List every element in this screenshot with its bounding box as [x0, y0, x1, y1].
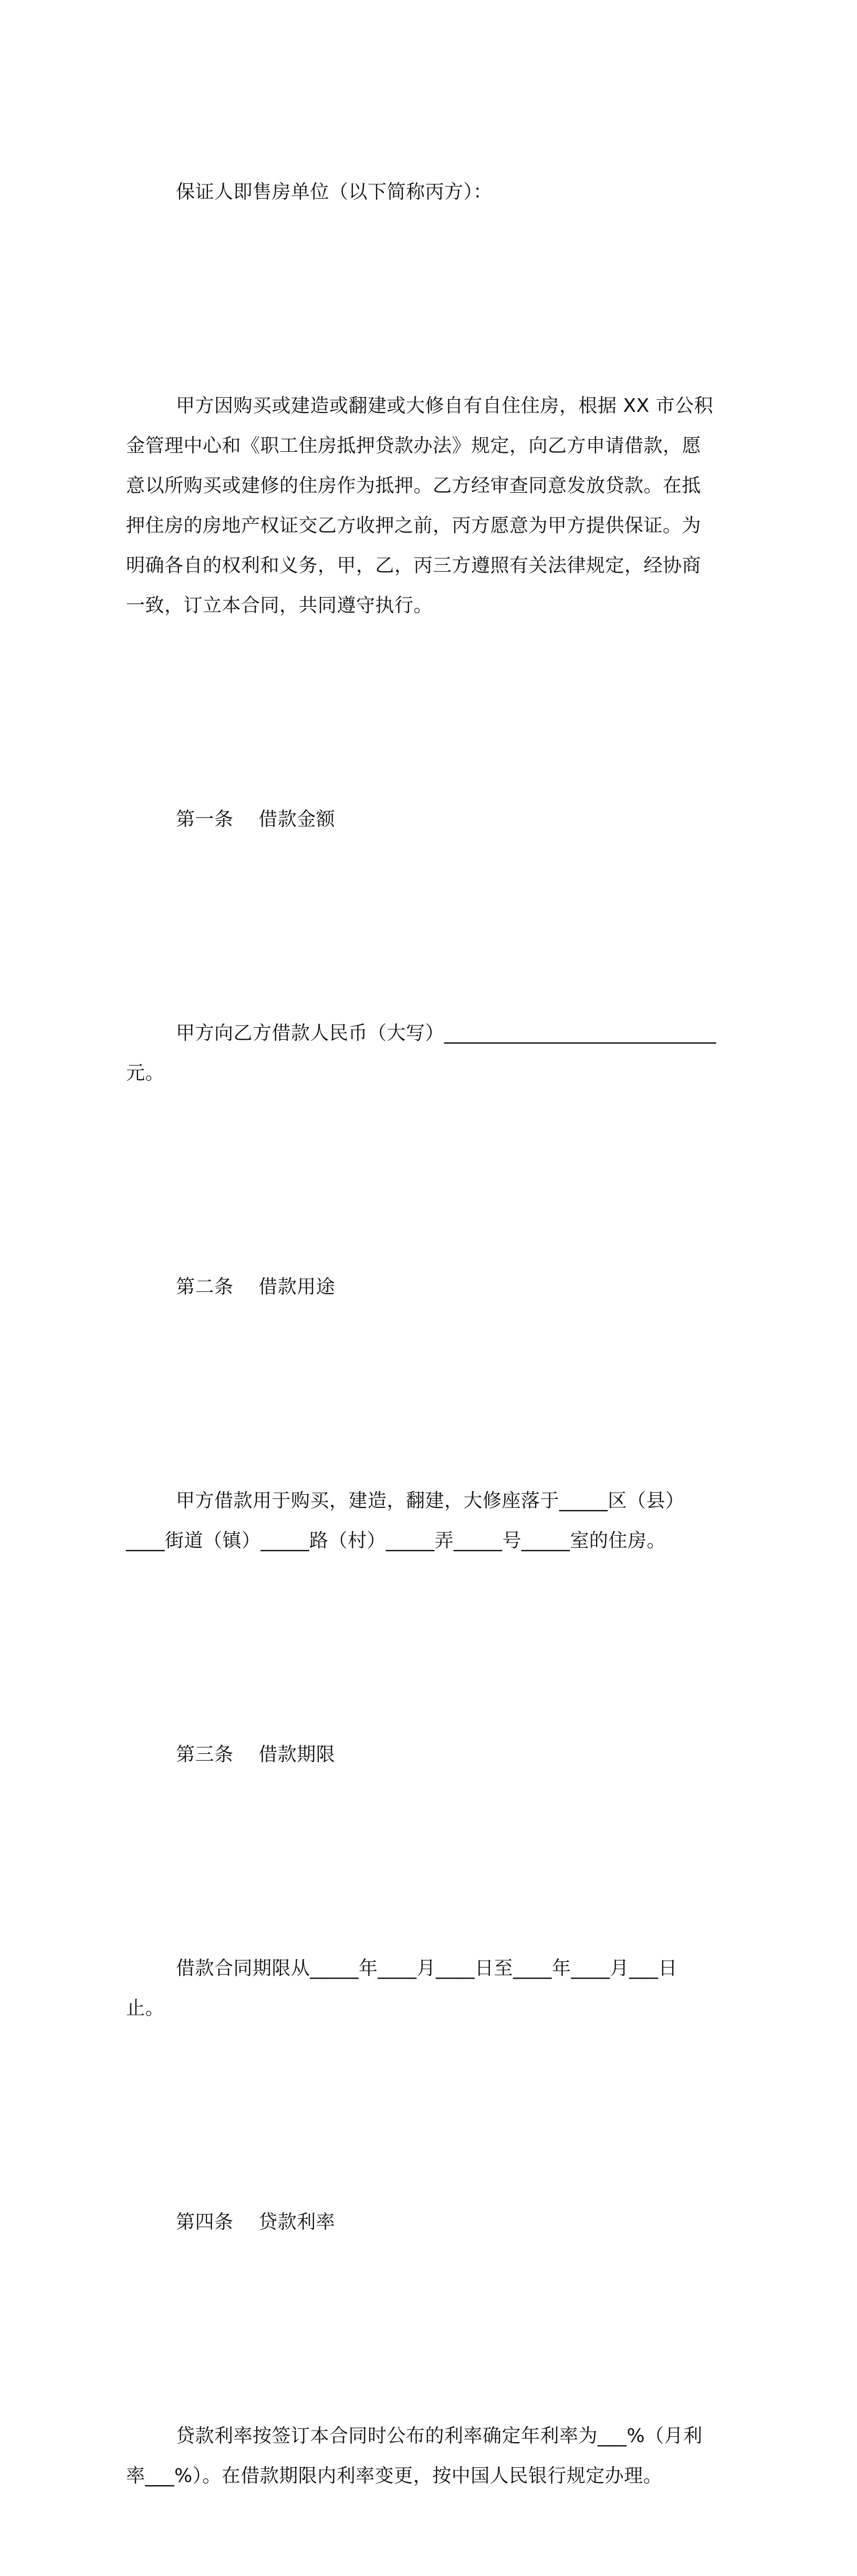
article-4-line: 率___%）。在借款期限内利率变更，按中国人民银行规定办理。 [126, 2465, 663, 2487]
article-heading [126, 2123, 725, 2322]
article-body [126, 2336, 725, 2576]
article-3-line: 借款合同期限从_____年____月____日至____年____月___日 [176, 1958, 678, 1979]
article-body [126, 1401, 725, 1641]
text-line: 意以所购买或建修的住房作为抵押。乙方经审查同意发放贷款。在抵 [126, 475, 702, 496]
article-3-line: 止。 [126, 1998, 165, 2019]
text-line: 一致，订立本合同，共同遵守执行。 [126, 595, 433, 616]
article-heading [126, 1655, 725, 1855]
article-2-heading: 第二条 借款用途 [176, 1276, 336, 1298]
preamble-paragraph [126, 306, 725, 706]
guarantor-intro [126, 92, 725, 292]
article-3-heading: 第三条 借款期限 [176, 1744, 336, 1765]
article-4-heading: 第四条 贷款利率 [176, 2211, 336, 2233]
article-2-line: ____街道（镇）_____路（村）_____弄_____号_____室的住房。 [126, 1530, 666, 1551]
article-body [126, 1869, 725, 2108]
article-4-line: 贷款利率按签订本合同时公布的利率确定年利率为___%（月利 [176, 2425, 703, 2447]
document-page [126, 92, 725, 2576]
article-body [126, 934, 725, 1173]
article-2-line: 甲方借款用于购买，建造，翻建，大修座落于_____区（县） [176, 1490, 685, 1512]
text-line: 金管理中心和《职工住房抵押贷款办法》规定，向乙方申请借款，愿 [126, 435, 702, 457]
article-1-line: 甲方向乙方借款人民币（大写）____________________________ [176, 1022, 717, 1044]
text-line: 保证人即售房单位（以下简称丙方）： [176, 181, 493, 203]
text-line: 甲方因购买或建造或翻建或大修自有自住住房，根据 XX 市公积 [176, 395, 714, 417]
text-line: 明确各自的权利和义务，甲，乙，丙三方遵照有关法律规定，经协商 [126, 555, 702, 576]
text-line: 押住房的房地产权证交乙方收押之前，丙方愿意为甲方提供保证。为 [126, 515, 702, 536]
article-heading [126, 1187, 725, 1387]
article-heading [126, 720, 725, 919]
article-1-heading: 第一条 借款金额 [176, 809, 336, 830]
article-1-line: 元。 [126, 1062, 165, 1084]
